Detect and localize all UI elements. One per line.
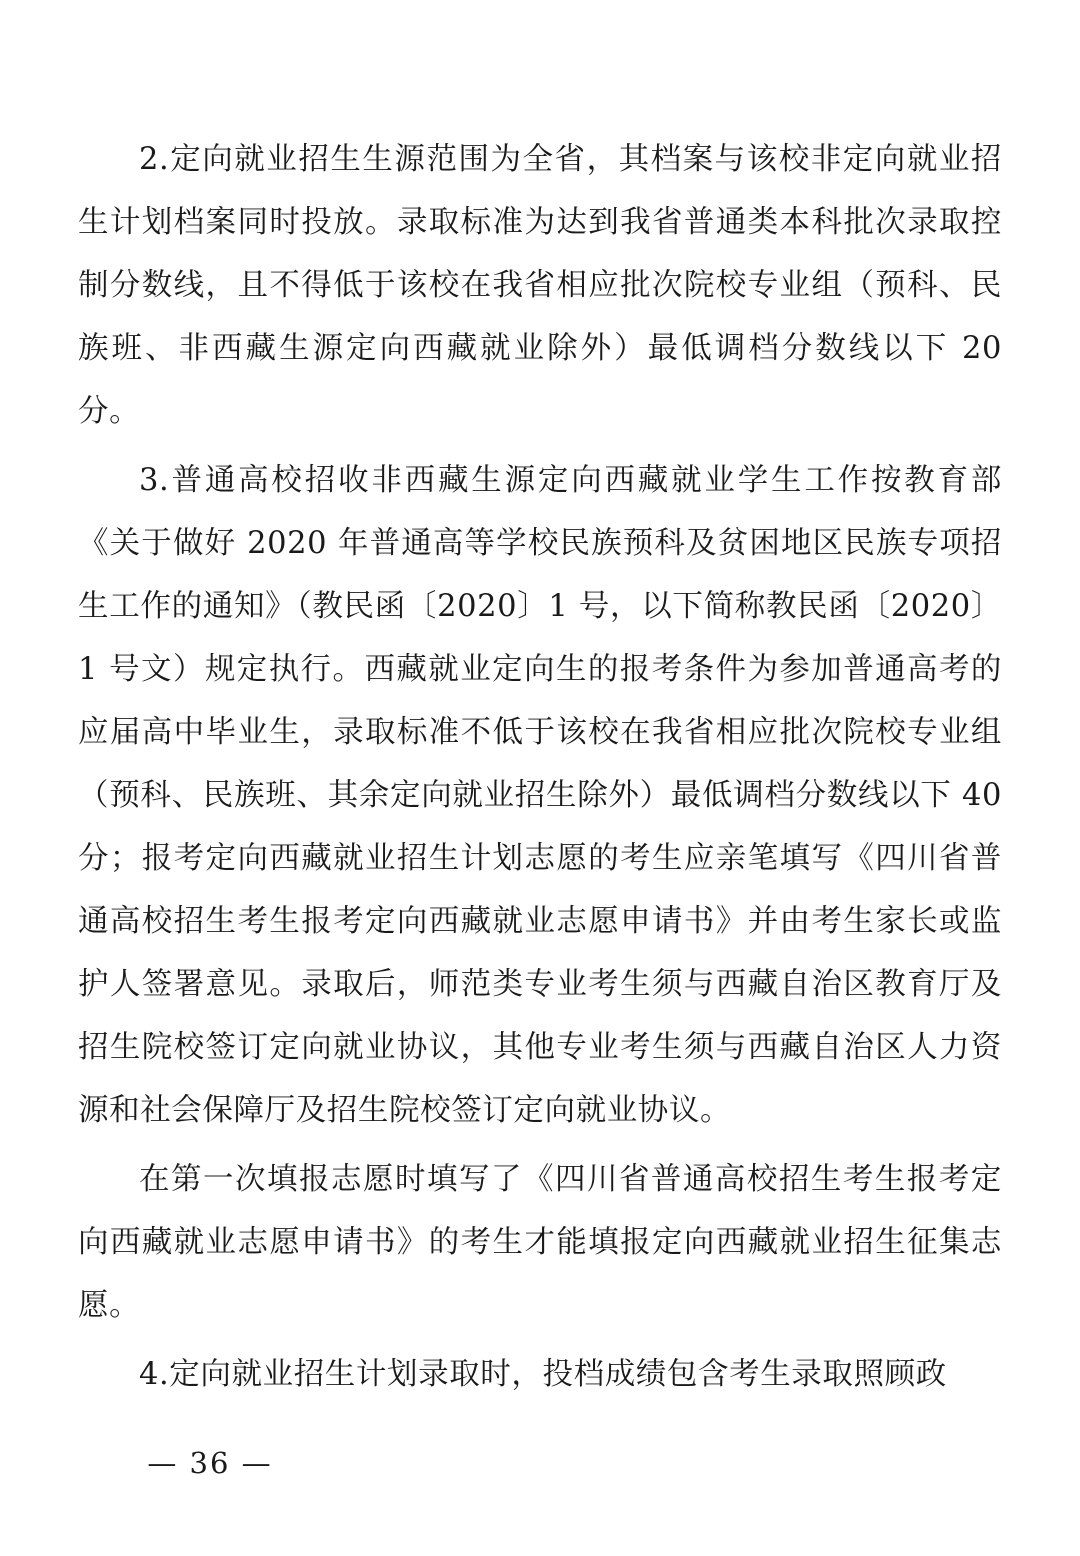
document-body — [78, 128, 1002, 1406]
paragraph-2: 2.定向就业招生生源范围为全省，其档案与该校非定向就业招生计划档案同时投放。录取标准为达到我省普通类本科批次录取控制分数线，且不得低于该校在我省相应批次院校专业组（预科、民族班、非西藏生源定向西藏就业除外）最低调档分数线以下 20 分。 — [78, 142, 1002, 429]
paragraph-3: 3.普通高校招收非西藏生源定向西藏就业学生工作按教育部《关于做好 2020 年普通高等学校民族预科及贫困地区民族专项招生工作的通知》（教民函〔2020〕1 号，以下简称教民函〔2020〕1 号文）规定执行。西藏就业定向生的报考条件为参加普通高考的应届高中毕业生，录取标准不低于该校在我省相应批次院校专业组（预科、民族班、其余定向就业招生除外）最低调档分数线以下 40 分；报考定向西藏就业招生计划志愿的考生应亲笔填写《四川省普通高校招生考生报考定向西藏就业志愿申请书》并由考生家长或监护人签署意见。录取后，师范类专业考生须与西藏自治区教育厅及招生院校签订定向就业协议，其他专业考生须与西藏自治区人力资源和社会保障厅及招生院校签订定向就业协议。 — [78, 463, 1002, 1128]
paragraph-volunteer-note: 在第一次填报志愿时填写了《四川省普通高校招生考生报考定向西藏就业志愿申请书》的考生才能填报定向西藏就业招生征集志愿。 — [78, 1162, 1002, 1323]
page-number-text: — 36 — — [147, 1446, 273, 1480]
page-number — [0, 1446, 1080, 1480]
paragraph-4: 4.定向就业招生计划录取时，投档成绩包含考生录取照顾政 — [139, 1357, 947, 1392]
